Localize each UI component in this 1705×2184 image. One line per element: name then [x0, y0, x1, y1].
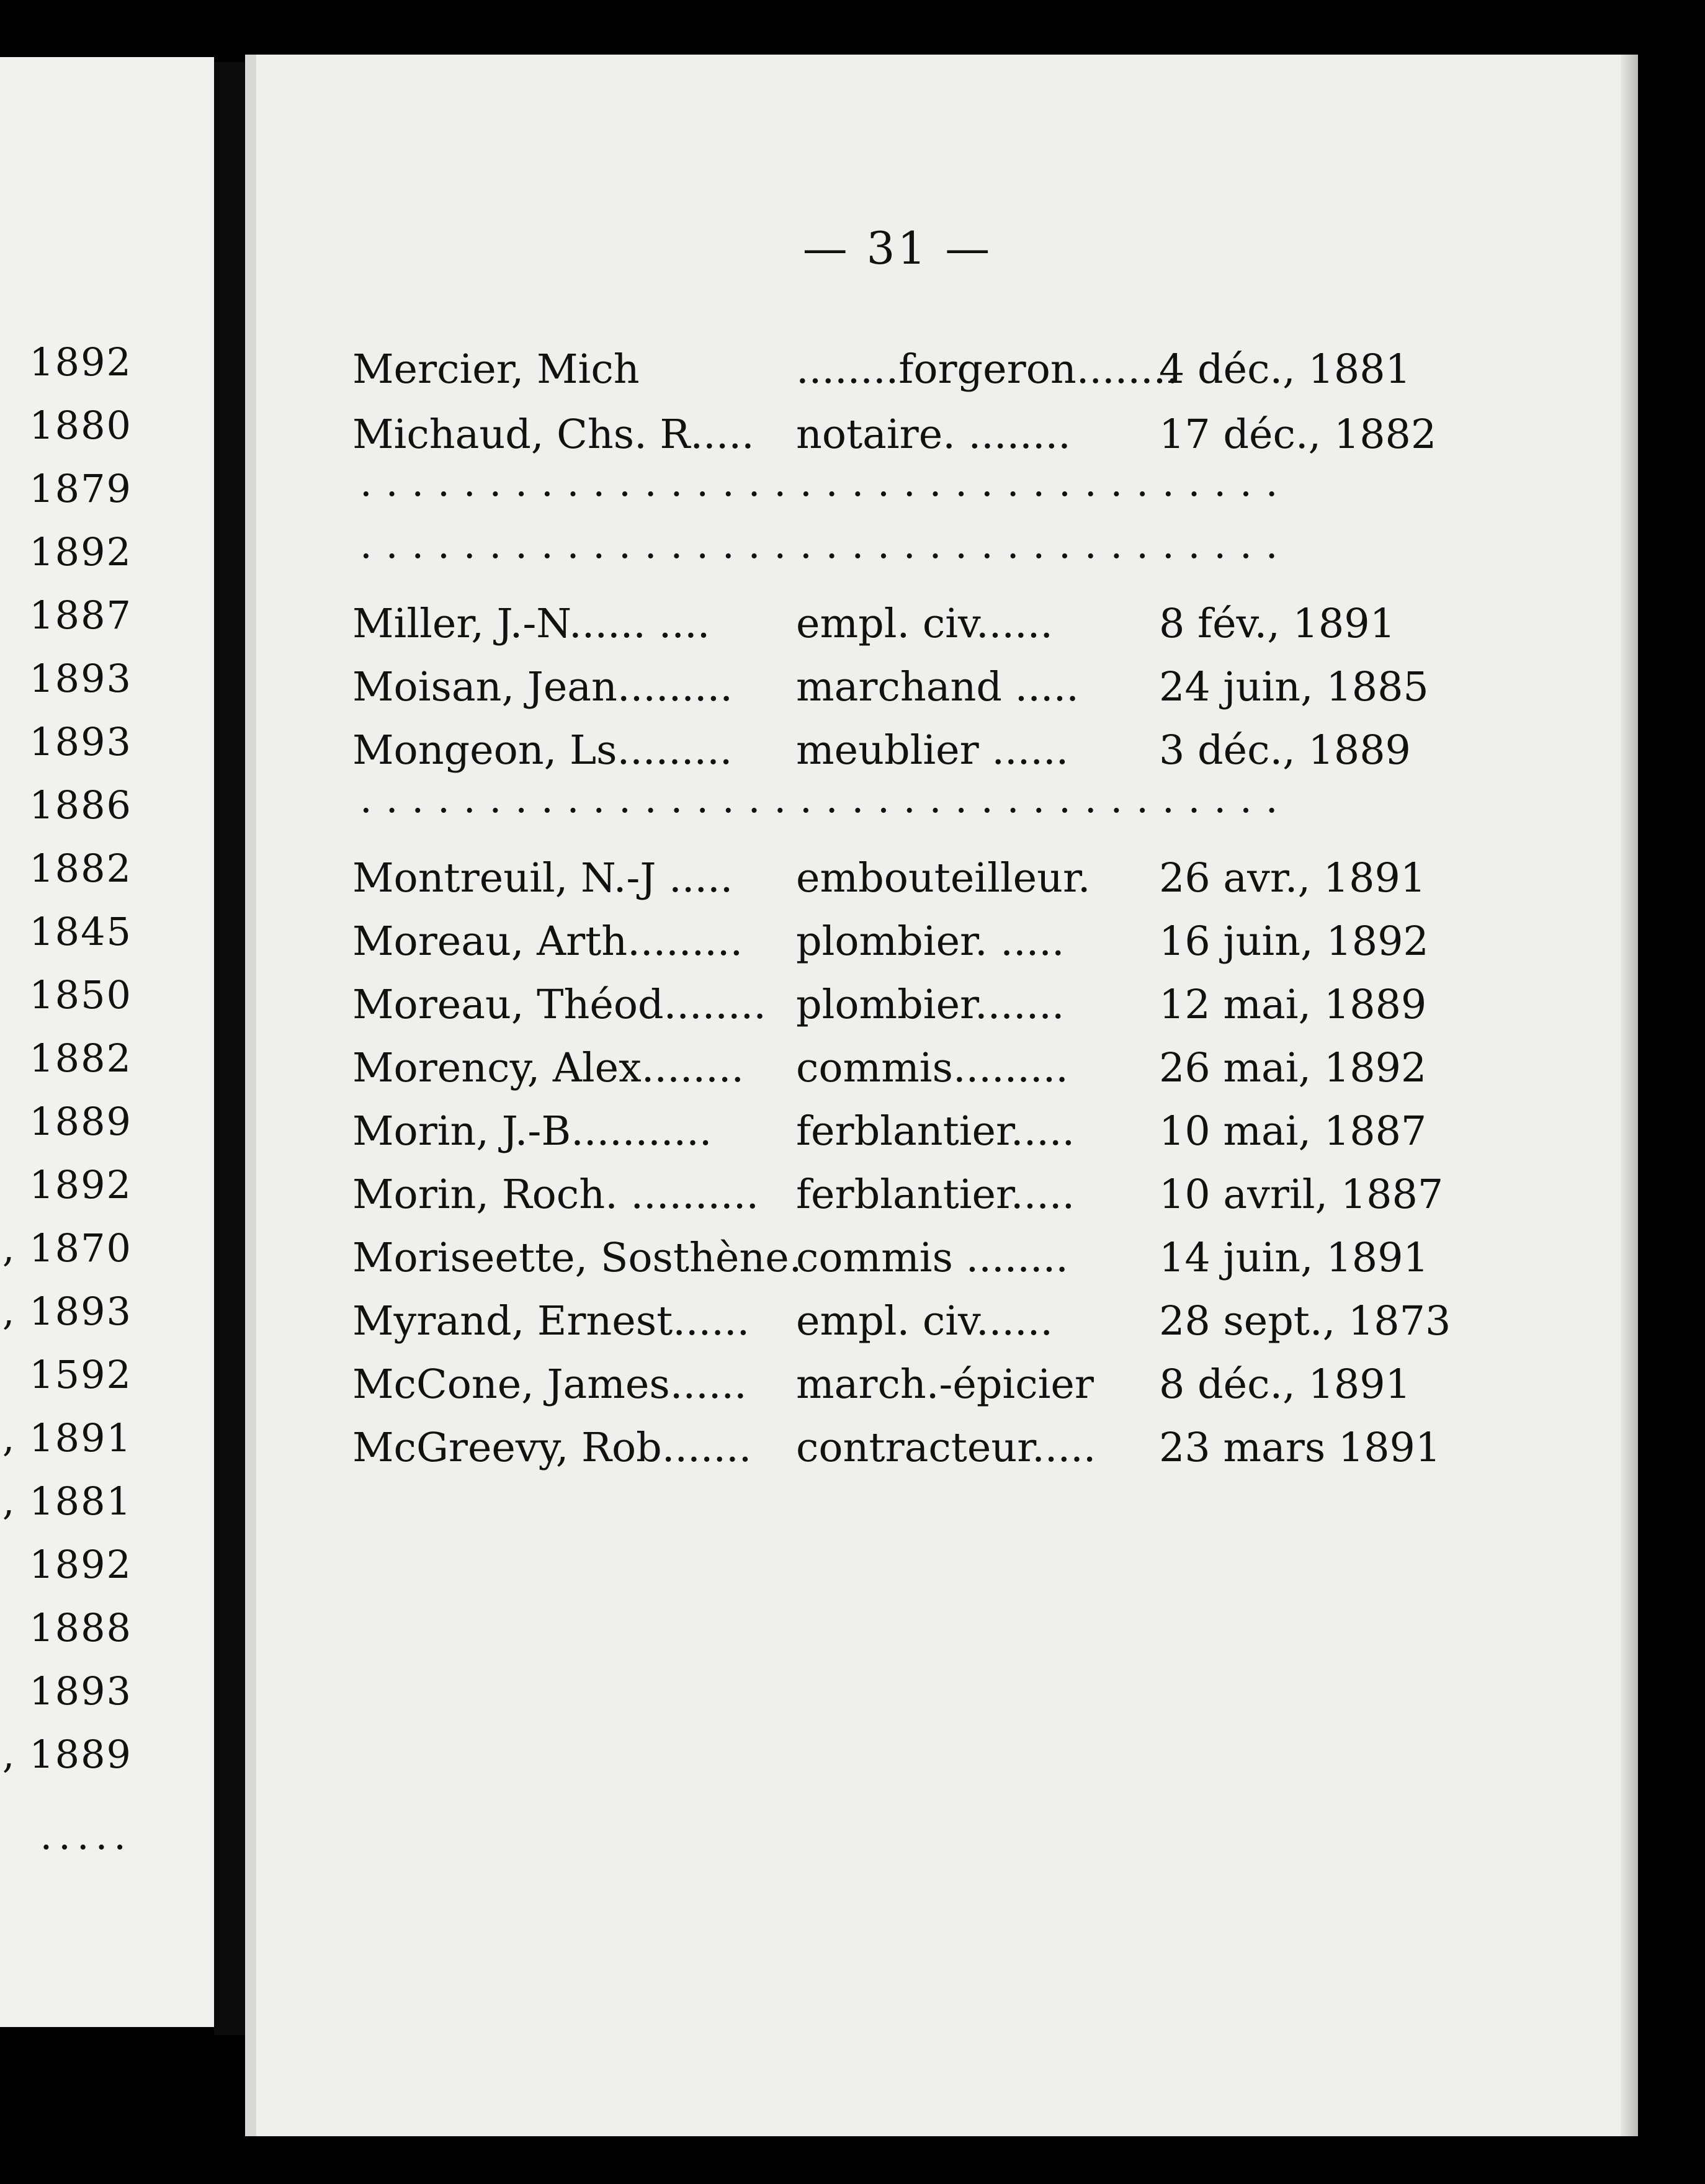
entry-date: 12 mai, 1889 — [1159, 982, 1427, 1028]
entry-date: 28 sept., 1873 — [1159, 1298, 1451, 1345]
entry-name: Miller, J.-N...... .... — [352, 601, 710, 647]
entry-occupation: meublier ...... — [796, 727, 1069, 774]
left-year: 1845 — [29, 909, 132, 954]
entry-occupation: notaire. ........ — [796, 411, 1071, 458]
left-year: 1887 — [29, 593, 132, 638]
entry-occupation: ferblantier..... — [796, 1171, 1075, 1218]
right-page — [245, 55, 1638, 2136]
entry-name: Montreuil, N.-J ..... — [352, 855, 733, 902]
entry-name: McGreevy, Rob....... — [352, 1425, 752, 1471]
list-item — [352, 1102, 1427, 1161]
left-year: 1892 — [29, 1162, 132, 1207]
entry-occupation: empl. civ...... — [796, 601, 1053, 647]
left-year: 1888 — [29, 1605, 132, 1650]
entry-occupation: marchand ..... — [796, 664, 1079, 710]
entry-date: 3 déc., 1889 — [1159, 727, 1411, 774]
entry-occupation: commis ........ — [796, 1235, 1068, 1281]
entry-occupation: plombier. ..... — [796, 918, 1065, 965]
list-item — [352, 340, 1420, 400]
entry-date: 8 fév., 1891 — [1159, 601, 1395, 647]
entry-date: 4 déc., 1881 — [1159, 346, 1411, 393]
left-year: 1886 — [29, 782, 132, 828]
list-item — [352, 658, 1429, 717]
entry-name: Morin, J.-B........... — [352, 1108, 712, 1155]
entry-date: 23 mars 1891 — [1159, 1425, 1441, 1471]
list-item — [352, 594, 1420, 654]
entry-occupation: ........forgeron........ — [796, 346, 1179, 393]
entry-name: Mercier, Mich — [352, 346, 640, 393]
list-item — [352, 721, 1420, 781]
left-year: 1879 — [29, 466, 132, 511]
left-year: 1592 — [29, 1352, 132, 1397]
entry-date: 10 avril, 1887 — [1159, 1171, 1444, 1218]
list-item — [352, 1228, 1429, 1288]
list-item — [352, 1292, 1451, 1351]
left-year: , 1870 — [2, 1225, 132, 1271]
left-year: 1882 — [29, 1036, 132, 1081]
entry-date: 26 avr., 1891 — [1159, 855, 1426, 902]
list-item — [352, 849, 1426, 908]
book-gutter — [214, 62, 245, 2035]
left-year: 1893 — [29, 1668, 132, 1714]
list-item — [352, 975, 1427, 1035]
left-year: 1893 — [29, 719, 132, 764]
left-year: , 1891 — [2, 1415, 132, 1461]
list-item — [352, 1039, 1427, 1098]
left-year: 1892 — [29, 529, 132, 575]
entry-date: 10 mai, 1887 — [1159, 1108, 1427, 1155]
entry-name: Moreau, Théod........ — [352, 982, 766, 1028]
list-item — [352, 1418, 1441, 1478]
entry-date: 26 mai, 1892 — [1159, 1045, 1427, 1091]
entry-name: Moriseette, Sosthène. — [352, 1235, 802, 1281]
entry-occupation: plombier....... — [796, 982, 1065, 1028]
left-year: , 1889 — [2, 1732, 132, 1777]
left-year: 1880 — [29, 403, 132, 448]
entry-date: 16 juin, 1892 — [1159, 918, 1429, 965]
list-item — [352, 405, 1437, 465]
entry-name: Mongeon, Ls......... — [352, 727, 733, 774]
entry-occupation: contracteur..... — [796, 1425, 1096, 1471]
list-item — [352, 1165, 1444, 1225]
entry-occupation: march.-épicier — [796, 1361, 1094, 1408]
page-number: — 31 — — [802, 222, 993, 274]
entry-name: Myrand, Ernest...... — [352, 1298, 750, 1345]
entry-date: 14 juin, 1891 — [1159, 1235, 1429, 1281]
left-year: , 1881 — [2, 1479, 132, 1524]
left-page-fragment — [0, 57, 214, 2027]
left-year: 1892 — [29, 1542, 132, 1587]
left-year: 1850 — [29, 972, 132, 1018]
entry-name: Morin, Roch. .......... — [352, 1171, 759, 1218]
left-year: 1882 — [29, 846, 132, 891]
entry-occupation: empl. civ...... — [796, 1298, 1053, 1345]
entry-occupation: embouteilleur. — [796, 855, 1091, 902]
entry-date: 8 déc., 1891 — [1159, 1361, 1411, 1408]
entry-name: McCone, James...... — [352, 1361, 747, 1408]
entry-name: Morency, Alex........ — [352, 1045, 745, 1091]
list-item — [352, 1355, 1420, 1415]
entry-name: Moisan, Jean......... — [352, 664, 733, 710]
left-year: 1892 — [29, 339, 132, 385]
dotted-separator: .................................... — [360, 460, 1292, 505]
left-year: 1893 — [29, 656, 132, 701]
left-year: 1889 — [29, 1099, 132, 1144]
dotted-separator: .................................... — [360, 776, 1292, 821]
left-year: , 1893 — [2, 1289, 132, 1334]
page-edge — [1621, 55, 1638, 2136]
entry-name: Michaud, Chs. R..... — [352, 411, 754, 458]
entry-date: 24 juin, 1885 — [1159, 664, 1429, 710]
entry-name: Moreau, Arth......... — [352, 918, 743, 965]
entry-date: 17 déc., 1882 — [1159, 411, 1437, 458]
dotted-separator: .................................... — [360, 522, 1292, 567]
entry-occupation: ferblantier..... — [796, 1108, 1075, 1155]
list-item — [352, 912, 1429, 972]
entry-occupation: commis......... — [796, 1045, 1068, 1091]
left-trailing-dots: ..... — [40, 1813, 132, 1858]
